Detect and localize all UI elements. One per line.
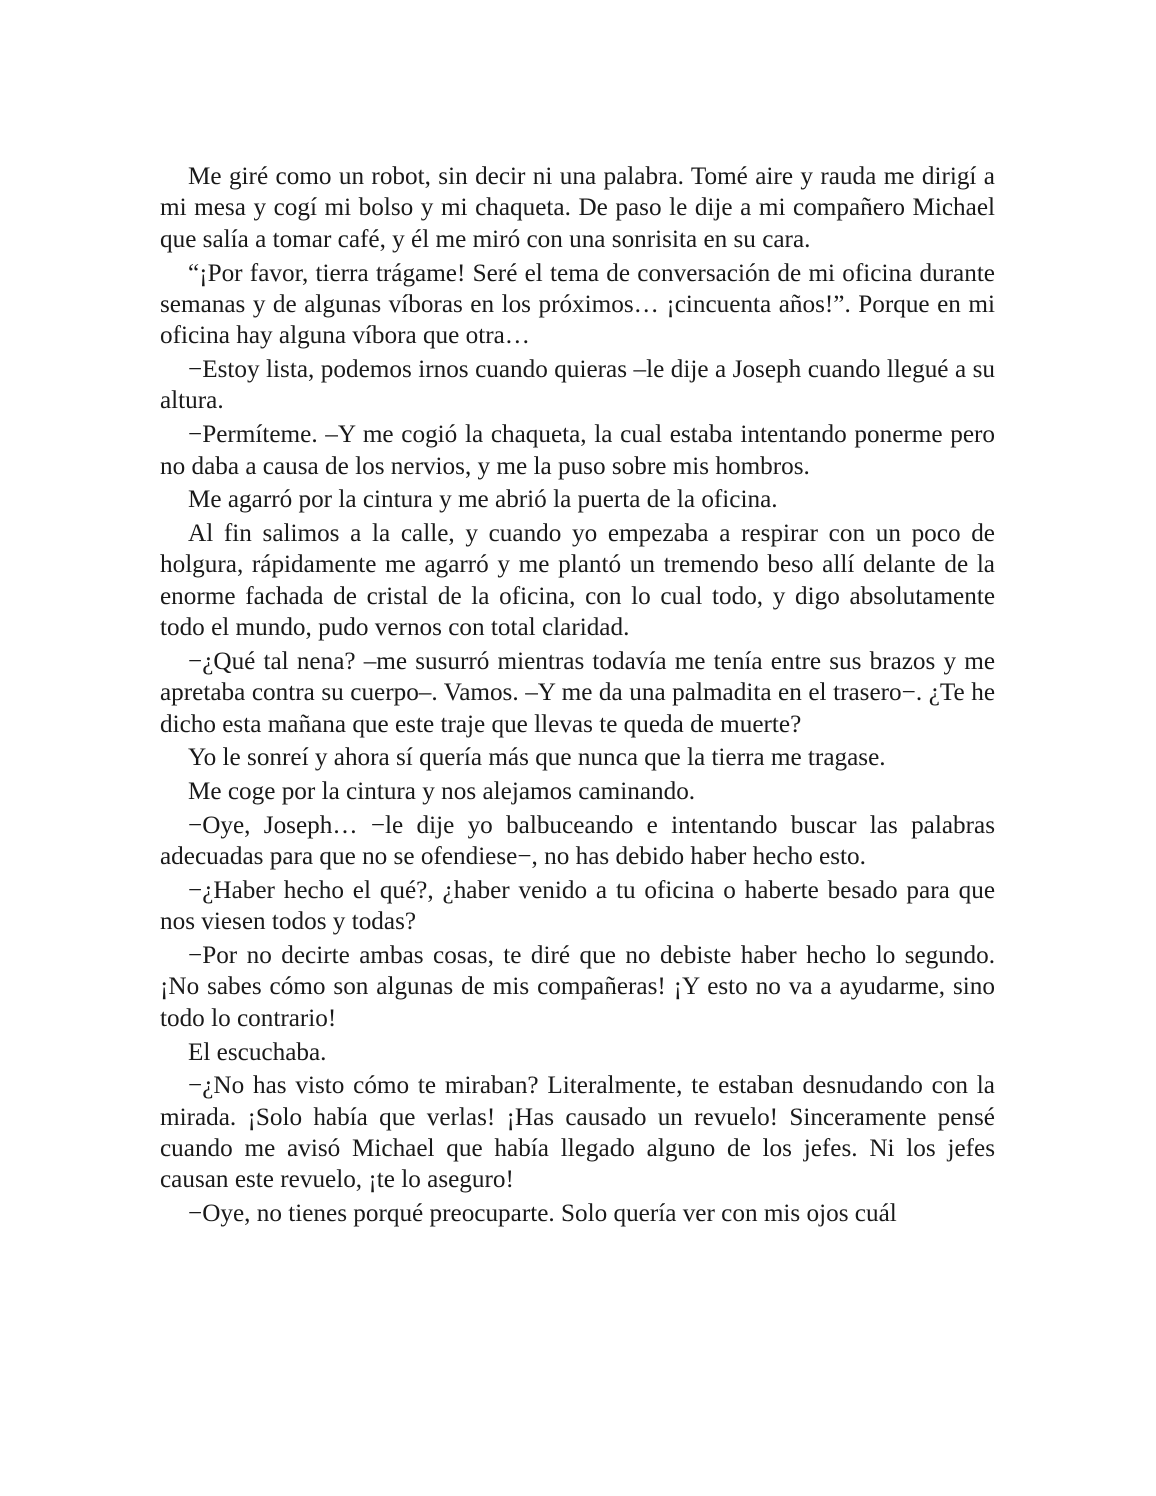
paragraph: −Permíteme. –Y me cogió la chaqueta, la cual estaba intentando ponerme pero no daba a causa de los nervios, y me la puso sobre mis hombros.: [160, 421, 995, 480]
paragraph: “¡Por favor, tierra trágame! Seré el tema de conversación de mi oficina durante semanas y de algunas víboras en los próximos… ¡cincuenta años!”. Porque en mi oficina hay alguna víbora que otra…: [160, 259, 995, 350]
paragraph: Me coge por la cintura y nos alejamos caminando.: [188, 778, 696, 806]
paragraph: −Oye, no tienes porqué preocuparte. Solo quería ver con mis ojos cuál: [188, 1200, 897, 1228]
paragraph: Me agarró por la cintura y me abrió la puerta de la oficina.: [188, 486, 778, 514]
body-text: [160, 161, 995, 1232]
paragraph: −¿Haber hecho el qué?, ¿haber venido a tu oficina o haberte besado para que nos viesen todos y todas?: [160, 876, 995, 936]
paragraph: −Oye, Joseph… −le dije yo balbuceando e intentando buscar las palabras adecuadas para que no se ofendiese−, no has debido haber hecho esto.: [160, 811, 995, 871]
paragraph: Me giré como un robot, sin decir ni una palabra. Tomé aire y rauda me dirigí a mi mesa y cogí mi bolso y mi chaqueta. De paso le dije a mi compañero Michael que salía a tomar café, y él me miró con una sonrisita en su cara.: [160, 163, 995, 253]
paragraph: −Estoy lista, podemos irnos cuando quieras –le dije a Joseph cuando llegué a su altura.: [160, 356, 995, 415]
paragraph: −¿No has visto cómo te miraban? Literalmente, te estaban desnudando con la mirada. ¡Solo había que verlas! ¡Has causado un revuelo! Sinceramente pensé cuando me avisó Michael que había llegado alguno de los jefes. Ni los jefes causan este revuelo, ¡te lo aseguro!: [160, 1072, 995, 1194]
paragraph: El escuchaba.: [188, 1038, 327, 1066]
paragraph: −¿Qué tal nena? –me susurró mientras todavía me tenía entre sus brazos y me apretaba contra su cuerpo–. Vamos. –Y me da una palmadita en el trasero−. ¿Te he dicho esta mañana que este traje que llevas te queda de muerte?: [160, 647, 995, 738]
paragraph: Al fin salimos a la calle, y cuando yo empezaba a respirar con un poco de holgura, rápidamente me agarró y me plantó un tremendo beso allí delante de la enorme fachada de cristal de la oficina, con lo cual todo, y digo absolutamente todo el mundo, pudo vernos con total claridad.: [160, 519, 995, 642]
paragraph: Yo le sonreí y ahora sí quería más que nunca que la tierra me tragase.: [188, 744, 886, 772]
paragraph: −Por no decirte ambas cosas, te diré que no debiste haber hecho lo segundo. ¡No sabes cómo son algunas de mis compañeras! ¡Y esto no va a ayudarme, sino todo lo contrario!: [160, 942, 995, 1032]
